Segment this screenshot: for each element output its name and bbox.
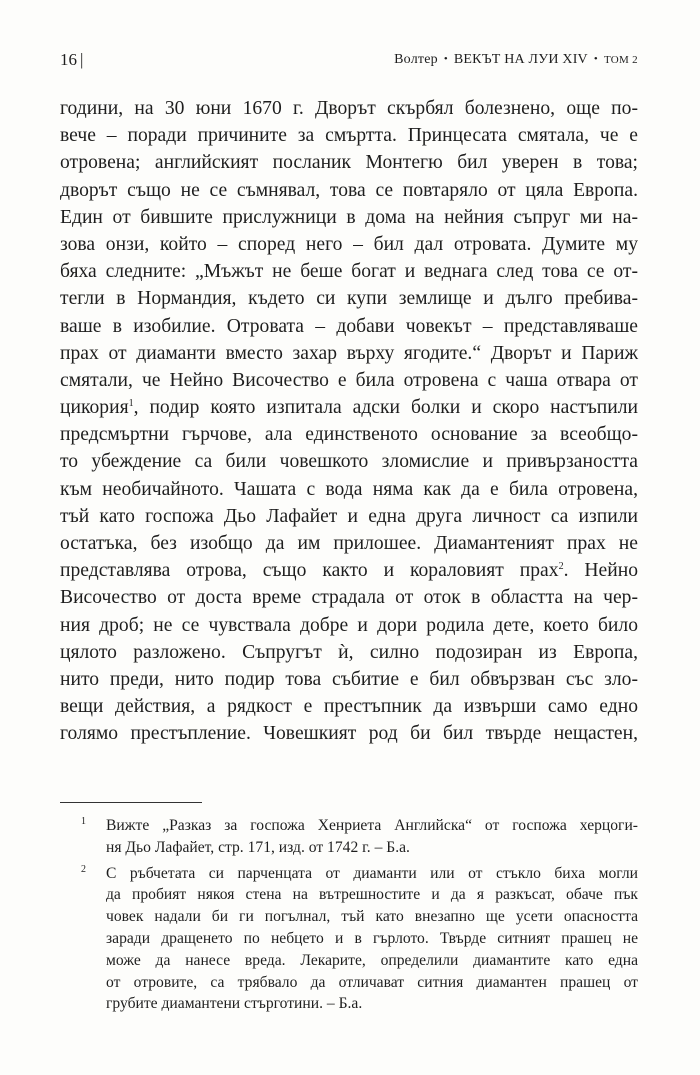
page-number: 16 |	[60, 50, 84, 69]
running-head-title	[394, 52, 638, 68]
footnote-ref-1[interactable]: 1	[128, 398, 134, 410]
footnote-line: ня Дьо Лафайет, стр. 171, изд. от 1742 г. – Б.а.	[106, 838, 410, 856]
footnote-line: С ръбчетата си парченцата от диаманти или от стъкло биха могли	[106, 864, 638, 882]
text-line: вече – поради причините за смъртта. Принцесата смятала, че е	[60, 125, 638, 147]
text-line: зова онзи, който – според него – бил дал отровата. Думите му	[60, 233, 638, 255]
footnote-divider	[60, 802, 202, 803]
header-separator: •	[443, 53, 448, 65]
text-line: остатъка, без изобщо да им прилошее. Диамантеният прах не	[60, 533, 638, 554]
footnote-ref-2[interactable]: 2	[558, 561, 564, 573]
text-line: бяха следните: „Мъжът не беше богат и веднага след това се от-	[60, 261, 638, 283]
text-line: ваше в изобилие. Отровата – добави човекът – представляваше	[60, 315, 638, 337]
text-segment: цикория	[60, 397, 129, 419]
text-line	[60, 557, 638, 584]
main-text	[60, 95, 638, 748]
footnote-line: заради дращенето по небцето и в гърлото. Твърде ситният прашец не	[106, 929, 638, 947]
text-line: към необичайното. Чашата с вода няма как да е била отровена,	[60, 478, 638, 500]
text-line: Височество от доста време страдала от оток в областта на чер-	[60, 587, 638, 609]
text-line: тъй като госпожа Дьо Лафайет и една друга личност са изпили	[60, 505, 638, 527]
footnote-line: човек надали би ги погълнал, тъй като внезапно ще усети опасността	[106, 908, 638, 926]
footnotes	[60, 815, 638, 1019]
footnote-mark: 1	[81, 816, 86, 827]
text-line: ния дроб; не се чувствала добре и дори родила дете, което било	[60, 614, 638, 636]
author-name: Волтер	[394, 52, 438, 67]
text-line: то убеждение са били човешкото зломислие и привързаността	[60, 451, 638, 473]
text-segment: . Нейно	[563, 560, 638, 582]
footnote-mark: 2	[81, 863, 86, 875]
text-line: дворът също не се съмнявал, това се повтаряло от цяла Европа.	[60, 179, 638, 201]
text-line: прах от диаманти вместо захар върху ягодите.“ Дворът и Париж	[60, 342, 638, 364]
text-line: смятали, че Нейно Височество е била отровена с чаша отвара от	[60, 369, 638, 391]
header-separator-2: •	[593, 53, 598, 65]
volume-label: ТОМ 2	[603, 54, 638, 66]
book-title: ВЕКЪТ НА ЛУИ XIV	[453, 52, 588, 67]
running-header	[60, 50, 638, 74]
text-line: години, на 30 юни 1670 г. Дворът скърбял болезнено, още по-	[60, 98, 638, 119]
text-line: цялото разложено. Съпругът ѝ, силно подозиран из Европа,	[60, 641, 638, 663]
text-line: Един от бившите прислужници в дома на нейния съпруг ми на-	[60, 206, 638, 228]
text-line: голямо престъпление. Човешкият род би бил твърде нещастен,	[60, 723, 638, 745]
footnote-line: да пробият някоя стена на вътрешностите и да я разкъсат, обаче пък	[106, 886, 638, 904]
footnote-line: от отровите, са трябвало да отличават ситния диамантен прашец от	[106, 973, 638, 991]
text-line: вещи действия, а рядкост е престъпник да извърши само едно	[60, 696, 638, 718]
text-line	[60, 394, 638, 421]
footnote-line: грубите диамантени стърготини. – Б.а.	[106, 995, 363, 1013]
footnote-line: Вижте „Разказ за госпожа Хенриета Английска“ от госпожа херцоги-	[106, 817, 638, 834]
footnote-1	[60, 815, 638, 859]
text-line: тегли в Нормандия, където си купи землище и дълго пребива-	[60, 288, 638, 310]
footnote-line: може да нанесе вреда. Лекарите, определили диамантите като една	[106, 951, 638, 969]
text-line: отровена; английският посланик Монтегю бил уверен в това;	[60, 152, 638, 174]
text-segment: , подир която изпитала адски болки и скоро настъпили	[133, 397, 638, 419]
text-segment: представлява отрова, също както и кораловият прах	[60, 560, 559, 582]
text-line: предсмъртни гърчове, ала единственото основание за всеобщо-	[60, 424, 638, 446]
page-number-bar: |	[80, 50, 84, 69]
text-line: нито преди, нито подир това събитие е бил обвързван със зло-	[60, 668, 638, 690]
footnote-2	[60, 863, 638, 1016]
